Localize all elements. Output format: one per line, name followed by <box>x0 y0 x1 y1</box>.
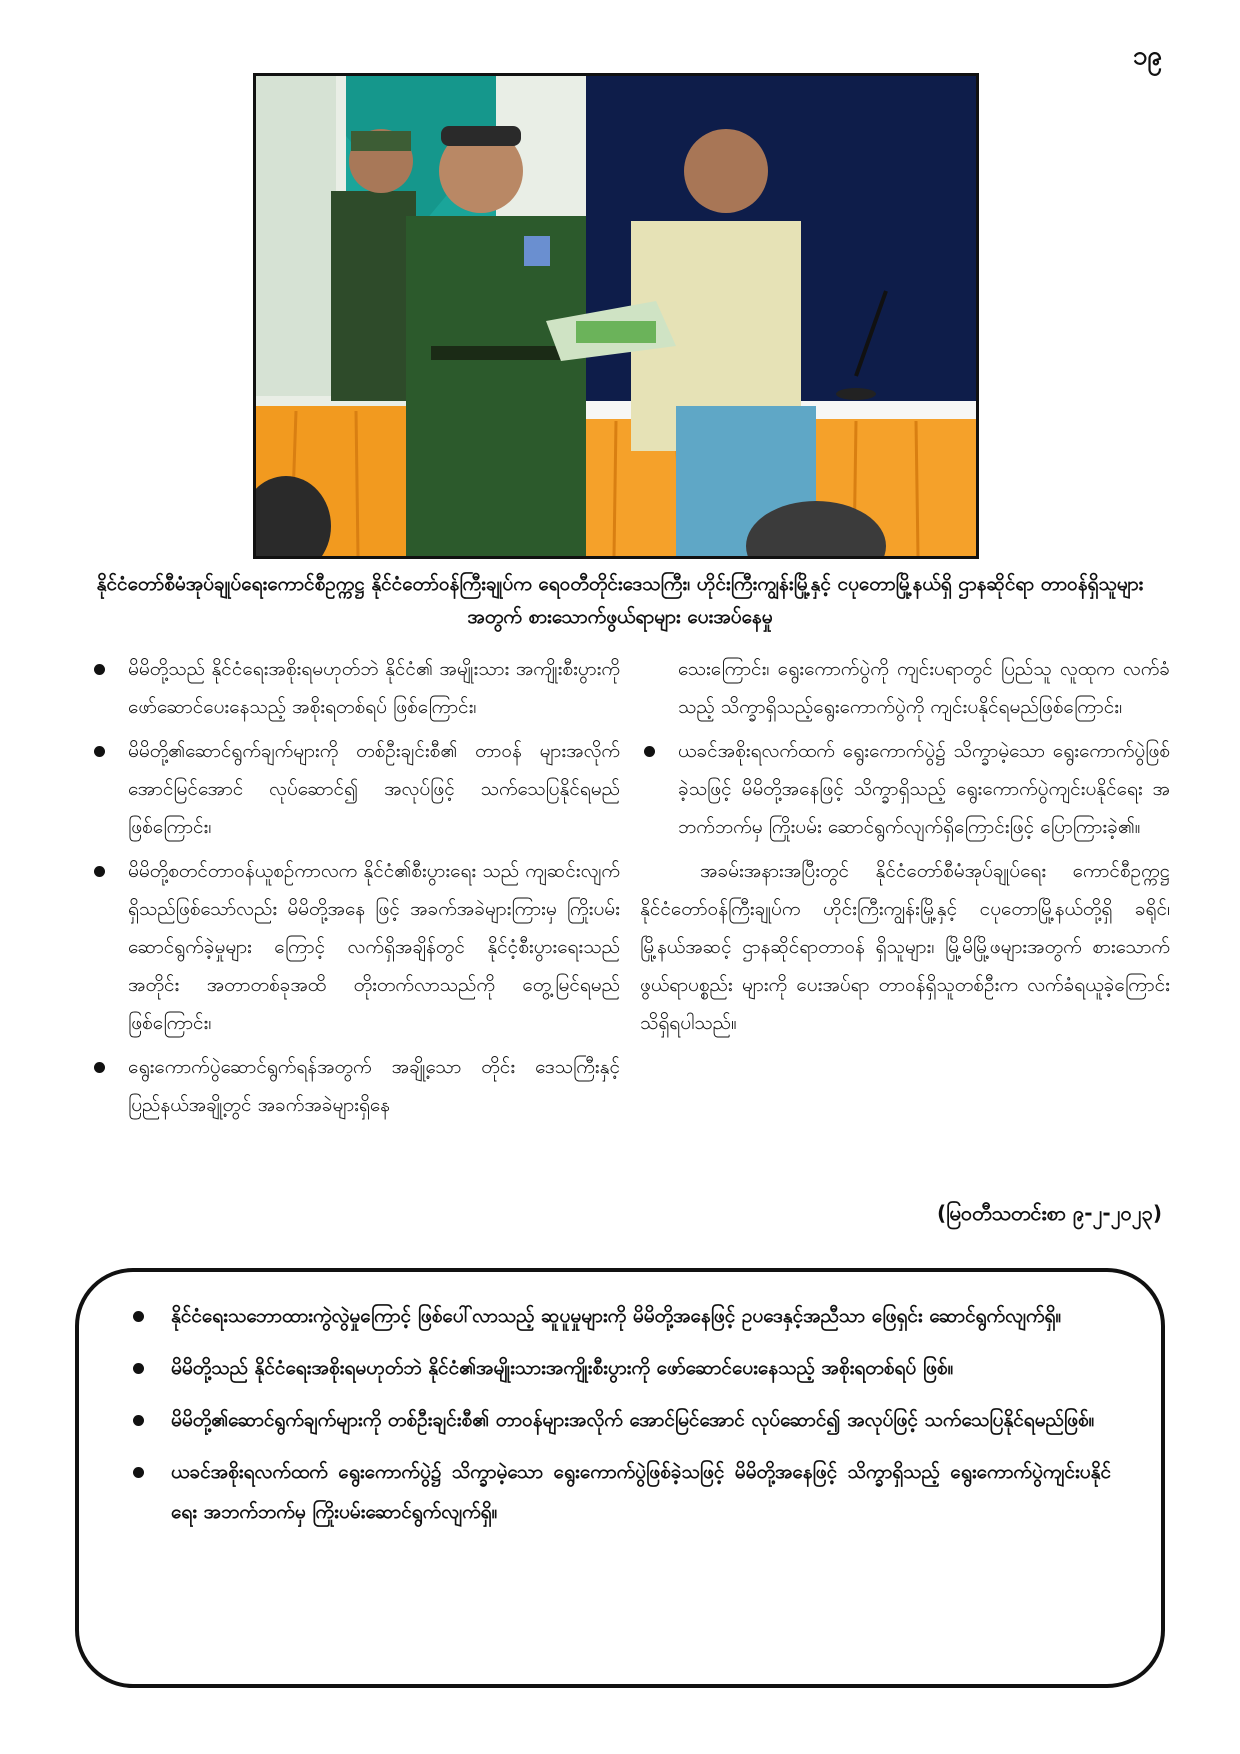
list-item: မိမိတို့သည် နိုင်ငံရေးအစိုးရမဟုတ်ဘဲ နိုင်ငံ၏ အမျိုးသား အကျိုးစီးပွားကို ဖော်ဆောင်ပေးနေသည့် အစိုးရတစ်ရပ် ဖြစ်ကြောင်း၊ <box>90 650 620 726</box>
list-item: မိမိတို့စတင်တာဝန်ယူစဉ်ကာလက နိုင်ငံ၏စီးပွားရေး သည် ကျဆင်းလျက်ရှိသည်ဖြစ်သော်လည်း မိမိတို့အနေ ဖြင့် အခက်အခဲများကြားမှ ကြိုးပမ်းဆောင်ရွက်ခဲ့မှုများ ကြောင့် လက်ရှိအချိန်တွင် နိုင်ငံ့စီးပွားရေးသည် အတိုင်း အတာတစ်ခုအထိ တိုးတက်လာသည်ကို တွေ့မြင်ရမည် ဖြစ်ကြောင်း၊ <box>90 852 620 1042</box>
left-bullet-list <box>90 650 620 1124</box>
right-column <box>640 650 1170 1042</box>
summary-bullet-list <box>129 1296 1111 1532</box>
closing-paragraph: အခမ်းအနားအပြီးတွင် နိုင်ငံတော်စီမံအုပ်ချုပ်ရေး ကောင်စီဥက္ကဋ္ဌ နိုင်ငံတော်ဝန်ကြီးချုပ်က ဟိုင်းကြီးကျွန်းမြို့နှင့် ငပုတောမြို့နယ်တို့ရှိ ခရိုင်၊ မြို့နယ်အဆင့် ဌာနဆိုင်ရာတာဝန် ရှိသူများ၊ မြို့မိမြို့ဖများအတွက် စားသောက်ဖွယ်ရာပစ္စည်း များကို ပေးအပ်ရာ တာဝန်ရှိသူတစ်ဦးက လက်ခံရယူခဲ့ကြောင်း သိရှိရပါသည်။ <box>640 860 1170 1034</box>
summary-item: မိမိတို့သည် နိုင်ငံရေးအစိုးရမဟုတ်ဘဲ နိုင်ငံ၏အမျိုးသားအကျိုးစီးပွားကို ဖော်ဆောင်ပေးနေသည့် အစိုးရတစ်ရပ် ဖြစ်။ <box>129 1348 1111 1388</box>
summary-item: ယခင်အစိုးရလက်ထက် ရွေးကောက်ပွဲ၌ သိက္ခာမဲ့သော ရွေးကောက်ပွဲဖြစ်ခဲ့သဖြင့် မိမိတို့အနေဖြင့် သိက္ခာရှိသည့် ရွေးကောက်ပွဲကျင်းပနိုင်ရေး အဘက်ဘက်မှ ကြိုးပမ်းဆောင်ရွက်လျက်ရှိ။ <box>129 1452 1111 1532</box>
continued-bullet-text: သေးကြောင်း၊ ရွေးကောက်ပွဲကို ကျင်းပရာတွင် ပြည်သူ လူထုက လက်ခံသည့် သိက္ခာရှိသည့်ရွေးကောက်ပွဲကို ကျင်းပနိုင်ရမည်ဖြစ်ကြောင်း၊ <box>678 658 1170 718</box>
summary-box <box>75 1268 1165 1688</box>
summary-item: နိုင်ငံရေးသဘောထားကွဲလွဲမှုကြောင့် ဖြစ်ပေါ်လာသည့် ဆူပူမှုများကို မိမိတို့အနေဖြင့် ဥပဒေနှင့်အညီသာ ဖြေရှင်း ဆောင်ရွက်လျက်ရှိ။ <box>129 1296 1111 1336</box>
list-item: ယခင်အစိုးရလက်ထက် ရွေးကောက်ပွဲ၌ သိက္ခာမဲ့သော ရွေးကောက်ပွဲဖြစ်ခဲ့သဖြင့် မိမိတို့အနေဖြင့် သိက္ခာရှိသည့် ရွေးကောက်ပွဲကျင်းပနိုင်ရေး အဘက်ဘက်မှ ကြိုးပမ်း ဆောင်ရွက်လျက်ရှိကြောင်းဖြင့် ပြောကြားခဲ့၏။ <box>640 732 1170 846</box>
photo-caption: နိုင်ငံတော်စီမံအုပ်ချုပ်ရေးကောင်စီဥက္ကဋ္ဌ နိုင်ငံတော်ဝန်ကြီးချုပ်က ရေဝတီတိုင်းဒေသကြီး၊ ဟိုင်းကြီးကျွန်းမြို့နှင့် ငပုတောမြို့နယ်ရှိ ဌာနဆိုင်ရာ တာဝန်ရှိသူများအတွက် စားသောက်ဖွယ်ရာများ ပေးအပ်နေမှု <box>96 573 1144 628</box>
summary-item: မိမိတို့၏ဆောင်ရွက်ချက်များကို တစ်ဦးချင်းစီ၏ တာဝန်များအလိုက် အောင်မြင်အောင် လုပ်ဆောင်၍ အလုပ်ဖြင့် သက်သေပြနိုင်ရမည်ဖြစ်။ <box>129 1400 1111 1440</box>
page-number: ၁၉ <box>1132 41 1162 71</box>
right-bullet-list <box>640 732 1170 846</box>
source-citation: (မြဝတီသတင်းစာ ၉-၂-၂၀၂၃) <box>936 1201 1162 1225</box>
list-item: မိမိတို့၏ဆောင်ရွက်ချက်များကို တစ်ဦးချင်းစီ၏ တာဝန် များအလိုက် အောင်မြင်အောင် လုပ်ဆောင်၍ အလုပ်ဖြင့် သက်သေပြနိုင်ရမည်ဖြစ်ကြောင်း၊ <box>90 732 620 846</box>
news-photo <box>253 73 979 559</box>
left-column <box>90 650 620 1130</box>
ceremony-photo-illustration <box>256 76 976 556</box>
list-item: ရွေးကောက်ပွဲဆောင်ရွက်ရန်အတွက် အချို့သော တိုင်း ဒေသကြီးနှင့် ပြည်နယ်အချို့တွင် အခက်အခဲများရှိနေ <box>90 1048 620 1124</box>
